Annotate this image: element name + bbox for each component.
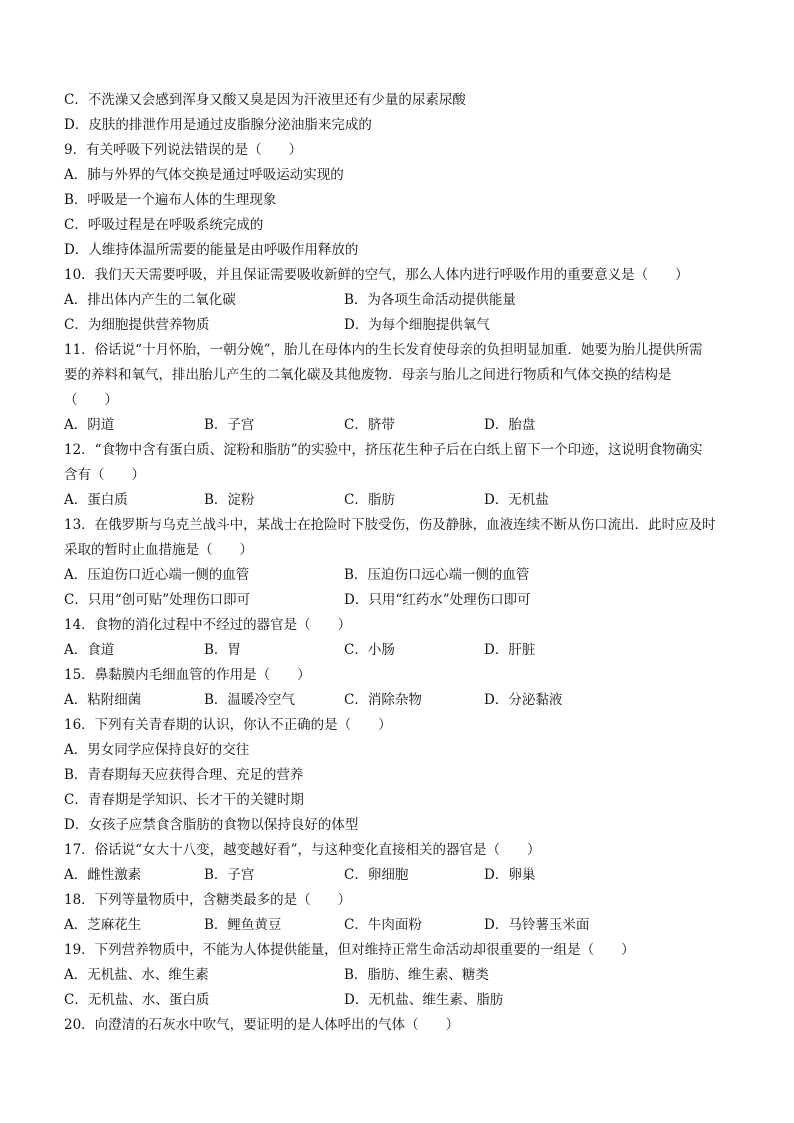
q12-option-a: A．蛋白质 [64,492,128,508]
q17-option-a: A．雌性激素 [64,867,142,883]
q19-options-row1 [64,966,734,984]
q8-option-d: D．皮肤的排泄作用是通过皮脂腺分泌油脂来完成的 [64,117,372,133]
q16-option-b: B．青春期每天应获得合理、充足的营养 [64,767,304,783]
q9-option-a: A．肺与外界的气体交换是通过呼吸运动实现的 [64,167,344,183]
q18-option-a: A．芝麻花生 [64,917,142,933]
q19-stem: 19．下列营养物质中，不能为人体提供能量，但对维持正常生命活动却很重要的一组是（ ） [64,942,635,958]
q11-stem-line1: 11．俗话说“十月怀胎，一朝分娩”，胎儿在母体内的生长发育使母亲的负担明显加重．她要为胎儿提供所需 [64,342,703,358]
q19-option-c: C．无机盐、水、蛋白质 [64,992,210,1008]
q20-stem: 20．向澄清的石灰水中吹气，要证明的是人体呼出的气体（ ） [64,1017,460,1033]
q14-option-b: B．胃 [204,642,241,658]
q13-option-d: D．只用“红药水”处理伤口即可 [344,592,531,608]
q17-options [64,866,734,884]
q11-stem-line2: 要的养料和氧气，排出胎儿产生的二氧化碳及其他废物．母亲与胎儿之间进行物质和气体交换的结构是 [64,367,672,383]
q9-option-d: D．人维持体温所需要的能量是由呼吸作用释放的 [64,242,359,258]
q10-stem: 10．我们天天需要呼吸，并且保证需要吸收新鲜的空气，那么人体内进行呼吸作用的重要意义是（ ） [64,267,689,283]
q18-option-d: D．马铃薯玉米面 [484,917,590,933]
q10-options-row1 [64,291,734,309]
q16-stem: 16．下列有关青春期的认识，你认不正确的是（ ） [64,717,392,733]
q17-option-d: D．卵巢 [484,867,536,883]
q12-options [64,491,734,509]
q15-option-a: A．粘附细菌 [64,692,142,708]
q12-option-c: C．脂肪 [344,492,395,508]
q13-option-a: A．压迫伤口近心端一侧的血管 [64,567,250,583]
q11-options [64,416,734,434]
q15-stem: 15．鼻黏膜内毛细血管的作用是（ ） [64,667,311,683]
q11-option-d: D．胎盘 [484,417,536,433]
q10-option-c: C．为细胞提供营养物质 [64,317,210,333]
q12-stem-line2: 含有（ ） [64,467,145,483]
q18-option-b: B．鲤鱼黄豆 [204,917,282,933]
q13-stem-line2: 采取的暂时止血措施是（ ） [64,542,253,558]
q11-option-b: B．子宫 [204,417,255,433]
q9-stem: 9．有关呼吸下列说法错误的是（ ） [64,142,303,158]
q15-option-b: B．温暖冷空气 [204,692,295,708]
q15-options [64,691,734,709]
q12-option-d: D．无机盐 [484,492,549,508]
q13-option-c: C．只用“创可贴”处理伤口即可 [64,592,251,608]
q13-option-b: B．压迫伤口远心端一侧的血管 [344,567,530,583]
q11-stem-line3: （ ） [64,392,118,408]
q18-stem: 18．下列等量物质中，含糖类最多的是（ ） [64,892,352,908]
q12-stem-line1: 12．“食物中含有蛋白质、淀粉和脂肪”的实验中，挤压花生种子后在白纸上留下一个印迹，这说明食物确实 [64,442,703,458]
q16-option-d: D．女孩子应禁食含脂肪的食物以保持良好的体型 [64,817,359,833]
q17-option-b: B．子宫 [204,867,255,883]
q18-options [64,916,734,934]
q19-option-a: A．无机盐、水、维生素 [64,967,209,983]
q15-option-c: C．消除杂物 [344,692,422,708]
q17-stem: 17．俗话说“女大十八变，越变越好看”，与这种变化直接相关的器官是（ ） [64,842,541,858]
q15-option-d: D．分泌黏液 [484,692,563,708]
q19-option-b: B．脂肪、维生素、糖类 [344,967,489,983]
q16-option-c: C．青春期是学知识、长才干的关键时期 [64,792,304,808]
q14-option-c: C．小肠 [344,642,395,658]
q14-stem: 14．食物的消化过程中不经过的器官是（ ） [64,617,352,633]
q9-option-b: B．呼吸是一个遍布人体的生理现象 [64,192,277,208]
q13-options-row1 [64,566,734,584]
q18-option-c: C．牛肉面粉 [344,917,422,933]
q14-option-d: D．肝脏 [484,642,536,658]
q13-options-row2 [64,591,734,609]
q11-option-c: C．脐带 [344,417,395,433]
q10-options-row2 [64,316,734,334]
q9-option-c: C．呼吸过程是在呼吸系统完成的 [64,217,264,233]
q16-option-a: A．男女同学应保持良好的交往 [64,742,250,758]
q10-option-b: B．为各项生命活动提供能量 [344,292,516,308]
q19-option-d: D．无机盐、维生素、脂肪 [344,992,504,1008]
q19-options-row2 [64,991,734,1009]
q10-option-a: A．排出体内产生的二氧化碳 [64,292,236,308]
q11-option-a: A．阴道 [64,417,115,433]
q13-stem-line1: 13．在俄罗斯与乌克兰战斗中，某战士在抢险时下肢受伤，伤及静脉，血液连续不断从伤口流出．此时应及时 [64,517,716,533]
q12-option-b: B．淀粉 [204,492,255,508]
q8-option-c: C．不洗澡又会感到浑身又酸又臭是因为汗液里还有少量的尿素尿酸 [64,92,466,108]
q14-options [64,641,734,659]
q14-option-a: A．食道 [64,642,115,658]
q10-option-d: D．为每个细胞提供氧气 [344,317,490,333]
q17-option-c: C．卵细胞 [344,867,409,883]
